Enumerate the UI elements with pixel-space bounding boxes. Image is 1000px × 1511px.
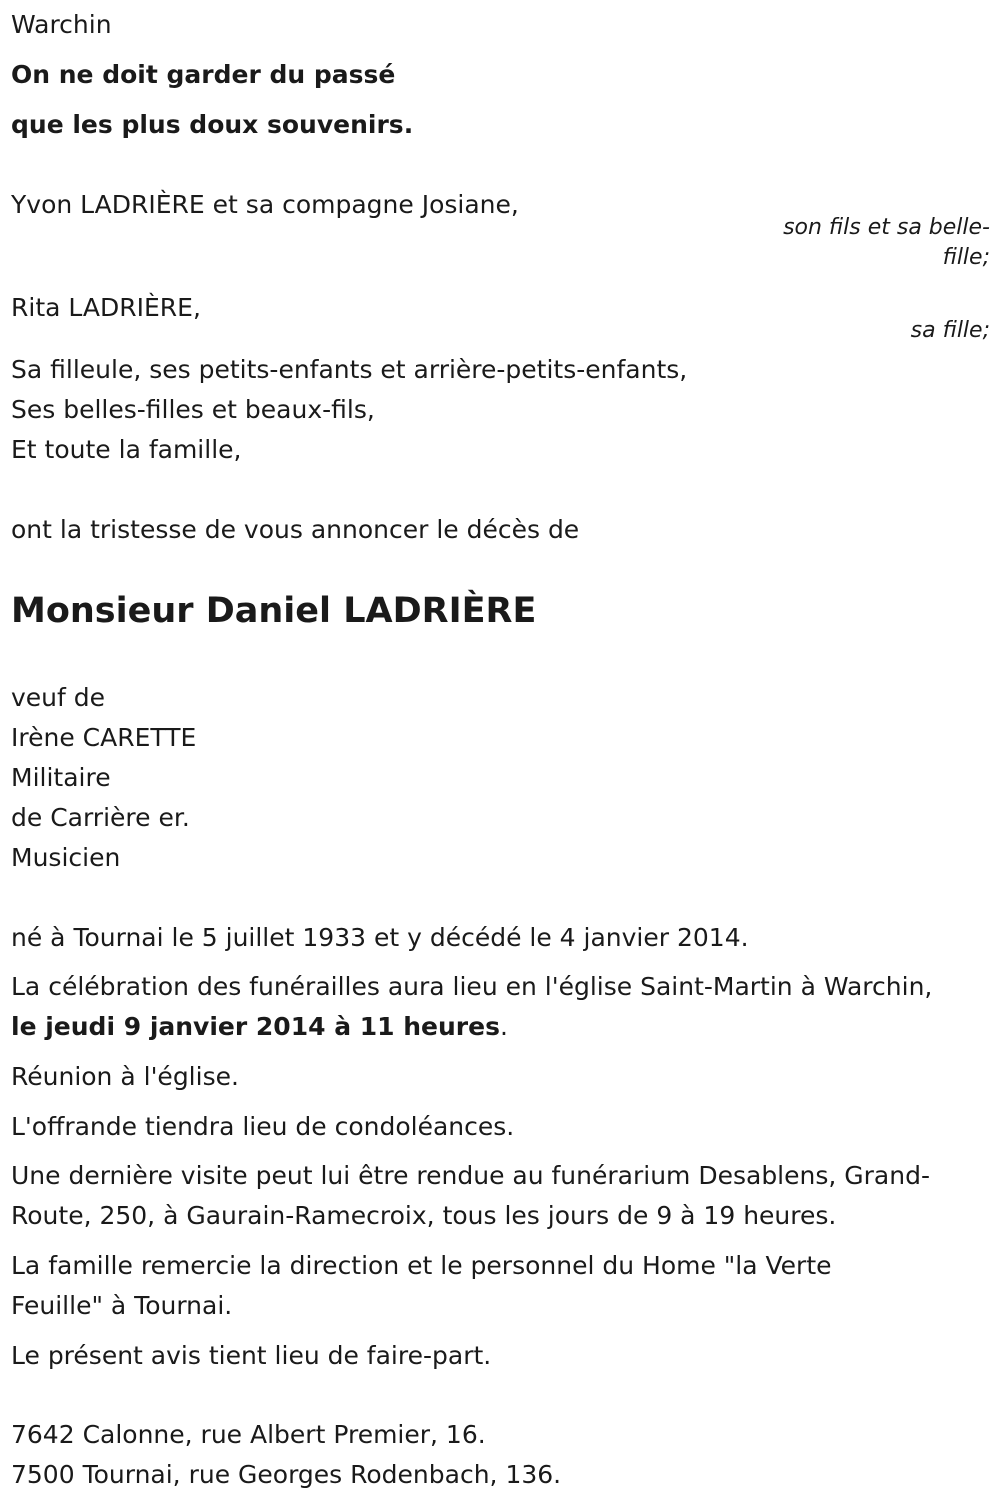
widower-label: veuf de xyxy=(11,683,106,712)
notice-line: Le présent avis tient lieu de faire-part. xyxy=(11,1341,492,1370)
celebration-date-end: . xyxy=(499,1012,508,1041)
birth-death-line: né à Tournai le 5 juillet 1933 et y décédé le 4 janvier 2014. xyxy=(11,923,749,952)
family-member-yvon: Yvon LADRIÈRE et sa compagne Josiane, xyxy=(11,190,519,219)
profession-line-2: de Carrière er. xyxy=(11,803,190,832)
profession-line-1: Militaire xyxy=(11,763,111,792)
relation-yvon-line-2: fille; xyxy=(942,245,990,270)
celebration-date-line xyxy=(11,1012,508,1042)
address-2: 7500 Tournai, rue Georges Rodenbach, 136. xyxy=(11,1460,562,1489)
meeting-line: Réunion à l'église. xyxy=(11,1062,239,1091)
thanks-line-1: La famille remercie la direction et le personnel du Home "la Verte xyxy=(11,1251,832,1280)
visit-line-2: Route, 250, à Gaurain-Ramecroix, tous les jours de 9 à 19 heures. xyxy=(11,1201,837,1230)
announcement-intro: ont la tristesse de vous annoncer le décès de xyxy=(11,515,580,544)
thanks-line-2: Feuille" à Tournai. xyxy=(11,1291,233,1320)
family-member-rita: Rita LADRIÈRE, xyxy=(11,293,201,322)
visit-line-1: Une dernière visite peut lui être rendue au funérarium Desablens, Grand- xyxy=(11,1161,930,1190)
relation-yvon-line-1: son fils et sa belle- xyxy=(783,215,990,240)
quote-line-1: On ne doit garder du passé xyxy=(11,60,396,89)
address-1: 7642 Calonne, rue Albert Premier, 16. xyxy=(11,1420,486,1449)
profession-line-3: Musicien xyxy=(11,843,121,872)
place-name: Warchin xyxy=(11,10,112,39)
relation-yvon xyxy=(783,213,990,273)
family-all-line: Et toute la famille, xyxy=(11,435,242,464)
offering-line: L'offrande tiendra lieu de condoléances. xyxy=(11,1112,515,1141)
family-inlaws-line: Ses belles-filles et beaux-fils, xyxy=(11,395,375,424)
spouse-name: Irène CARETTE xyxy=(11,723,197,752)
family-godchild-line: Sa filleule, ses petits-enfants et arrière-petits-enfants, xyxy=(11,355,688,384)
celebration-line: La célébration des funérailles aura lieu en l'église Saint-Martin à Warchin, xyxy=(11,972,933,1001)
deceased-name: Monsieur Daniel LADRIÈRE xyxy=(11,591,537,631)
celebration-date: le jeudi 9 janvier 2014 à 11 heures xyxy=(11,1012,500,1041)
relation-rita: sa fille; xyxy=(910,318,990,343)
quote-line-2: que les plus doux souvenirs. xyxy=(11,110,414,139)
